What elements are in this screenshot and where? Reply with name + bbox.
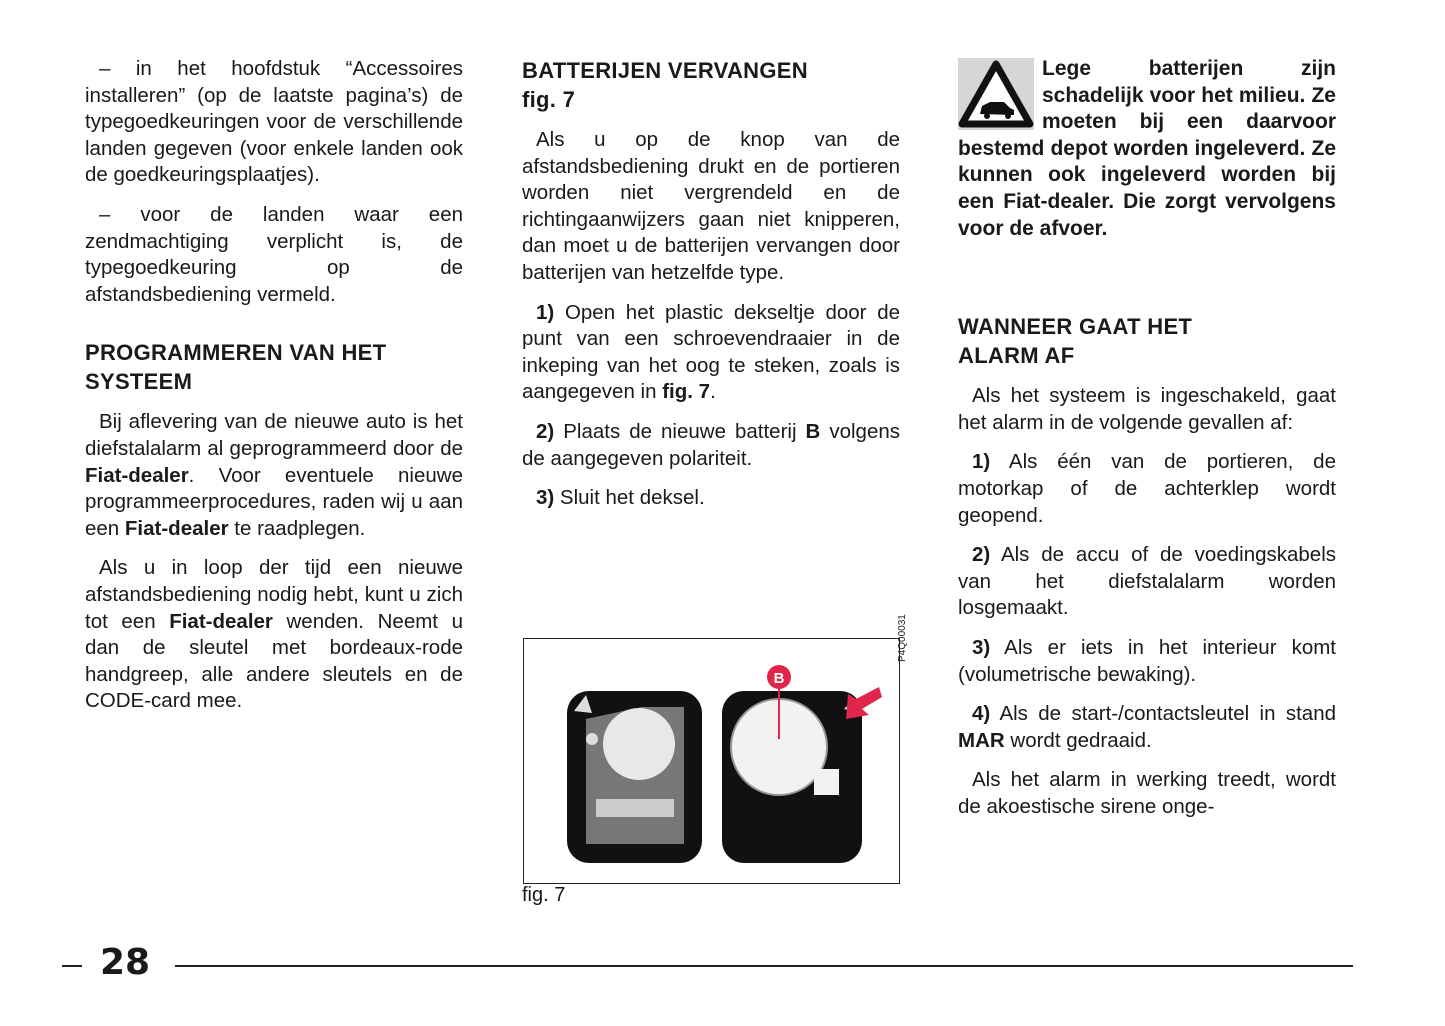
environment-warning: Lege batterijen zijn schadelijk voor het milieu. Ze moeten bij een daarvoor bestemd depot worden ingeleverd. Ze kunnen ook ingeleverd worden bij een Fiat-dealer. Die zorgt vervolgens voor de afvoer.: [958, 57, 1336, 240]
arrow-icon: [846, 687, 882, 719]
step: 2) Als de accu of de voedingskabels van het diefstalalarm worden losgemaakt.: [958, 543, 1336, 620]
step: 4) Als de start-/contactsleutel in stand MAR wordt gedraaid.: [958, 702, 1336, 752]
middle-column: [522, 56, 900, 525]
environment-warning-triangle-icon: [958, 58, 1034, 130]
left-column: [85, 56, 463, 728]
step: 1) Open het plastic dekseltje door de punt van een schroevendraaier in de inkeping van het oog te steken, zoals is aangegeven in fig. 7.: [522, 300, 900, 404]
paragraph: – in het hoofdstuk “Accessoires installeren” (op de laatste pagina’s) de typegoedkeuringen voor de verschillende landen gegeven (voor enkele landen ook de goedkeuringsplaatjes).: [85, 57, 463, 187]
paragraph: Als het alarm in werking treedt, wordt de akoestische sirene onge-: [958, 768, 1336, 818]
footer-dash: [62, 965, 82, 967]
page-number: 28: [100, 942, 151, 983]
footer-rule: [175, 965, 1353, 967]
right-column: [958, 56, 1336, 833]
paragraph: – voor de landen waar een zendmachtiging verplicht is, de typegoedkeuring op de afstandsbediening vermeld.: [85, 202, 463, 306]
paragraph: Bij aflevering van de nieuwe auto is het diefstalalarm al geprogrammeerd door de Fiat-dealer. Voor eventuele nieuwe programmeerprocedures, raden wij u aan een Fiat-dealer te raadplegen.: [85, 410, 463, 540]
figure-caption: fig. 7: [522, 884, 566, 906]
step: 3) Sluit het deksel.: [536, 486, 705, 510]
paragraph: Als u in loop der tijd een nieuwe afstandsbediening nodig hebt, kunt u zich tot een Fiat-dealer wenden. Neemt u dan de sleutel met bordeaux-rode handgreep, alle andere sleutels en de CODE-card mee.: [85, 556, 464, 713]
step: 2) Plaats de nieuwe batterij B volgens de aangegeven polariteit.: [522, 419, 901, 470]
paragraph: Als u op de knop van de afstandsbediening drukt en de portieren worden niet vergrendeld en de richtingaanwijzers gaan niet knipperen, dan moet u de batterijen vervangen door batterijen van hetzelfde type.: [522, 128, 900, 284]
section-heading: PROGRAMMEREN VAN HET SYSTEEM: [85, 340, 387, 395]
figure-code: P4Q00031: [897, 614, 908, 662]
section-heading: BATTERIJEN VERVANGEN fig. 7: [522, 58, 808, 112]
callout-b-label: B: [773, 670, 785, 687]
remote-key-illustration: [524, 639, 899, 883]
figure-remote-battery: [523, 638, 900, 884]
step: 3) Als er iets in het interieur komt (volumetrische bewaking).: [958, 635, 1336, 686]
step: 1) Als één van de portieren, de motorkap of de achterklep wordt geopend.: [958, 450, 1336, 527]
paragraph: Als het systeem is ingeschakeld, gaat het alarm in de volgende gevallen af:: [958, 384, 1336, 434]
section-heading: WANNEER GAAT HET ALARM AF: [958, 314, 1193, 369]
